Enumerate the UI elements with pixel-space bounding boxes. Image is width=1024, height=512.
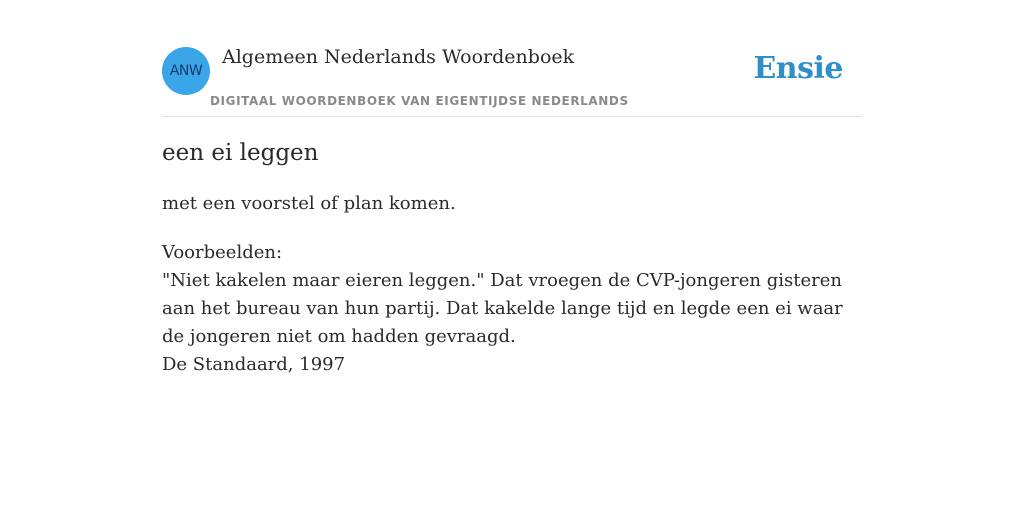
entry-card — [162, 0, 862, 375]
entry-definition: met een voorstel of plan komen. — [162, 193, 456, 214]
example-source: De Standaard, 1997 — [162, 354, 346, 375]
logo-text: ANW — [169, 63, 203, 79]
entry-examples — [162, 239, 862, 379]
examples-label: Voorbeelden: — [162, 242, 283, 263]
site-title[interactable]: Algemeen Nederlands Woordenboek — [222, 46, 575, 68]
entry-headword: een ei leggen — [162, 140, 319, 166]
example-text: "Niet kakelen maar eieren leggen." Dat vroegen de CVP-jongeren gisteren aan het bureau van hun partij. Dat kakelde lange tijd en legde een ei waar de jongeren niet om hadden gevraagd. — [162, 270, 843, 347]
anw-logo[interactable] — [162, 47, 210, 95]
ensie-brand-logo[interactable]: Ensie — [753, 51, 843, 86]
site-subtitle: DIGITAAL WOORDENBOEK VAN EIGENTIJDSE NEDERLANDS — [210, 94, 629, 108]
site-header — [162, 0, 862, 117]
